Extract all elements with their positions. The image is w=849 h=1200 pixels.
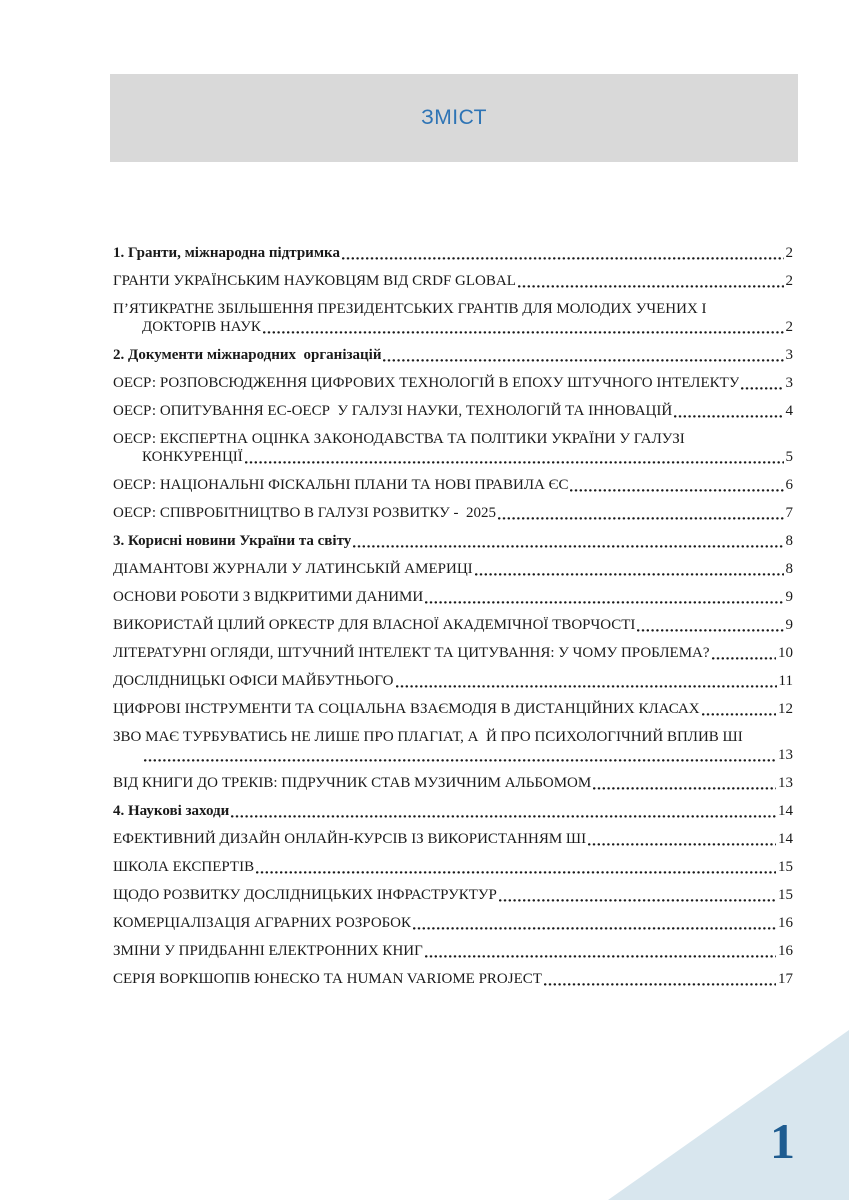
toc-entry-title: ДІАМАНТОВІ ЖУРНАЛИ У ЛАТИНСЬКІЙ АМЕРИЦІ xyxy=(113,561,473,577)
dot-leader xyxy=(498,517,784,520)
toc-entry-title: ЗМІНИ У ПРИДБАННІ ЕЛЕКТРОННИХ КНИГ xyxy=(113,943,423,959)
toc-entry-title: ЦИФРОВІ ІНСТРУМЕНТИ ТА СОЦІАЛЬНА ВЗАЄМОДІЯ В ДИСТАНЦІЙНИХ КЛАСАХ xyxy=(113,701,700,717)
toc-entry-title: 2. Документи міжнародних організацій xyxy=(113,347,382,363)
toc-entry-page: 5 xyxy=(785,449,793,465)
dot-leader xyxy=(593,787,776,790)
toc-entry-title: ОЕСР: НАЦІОНАЛЬНІ ФІСКАЛЬНІ ПЛАНИ ТА НОВІ ПРАВИЛА ЄС xyxy=(113,477,569,493)
toc-entry[interactable] xyxy=(113,300,793,336)
toc-entry-page: 15 xyxy=(778,887,793,903)
toc-entry-title: 3. Корисні новини України та світу xyxy=(113,533,352,549)
toc-entry-page: 10 xyxy=(778,645,793,661)
dot-leader xyxy=(741,387,783,390)
dot-leader xyxy=(353,545,783,548)
page-number: 1 xyxy=(770,1113,795,1169)
toc-entry-title: ВИКОРИСТАЙ ЦІЛИЙ ОРКЕСТР ДЛЯ ВЛАСНОЇ АКАДЕМІЧНОЇ ТВОРЧОСТІ xyxy=(113,617,636,633)
toc-entry[interactable] xyxy=(113,560,793,578)
toc-entry[interactable] xyxy=(113,616,793,634)
toc-entry-page: 16 xyxy=(778,915,793,931)
dot-leader xyxy=(425,955,776,958)
toc-entry-title: ОЕСР: РОЗПОВСЮДЖЕННЯ ЦИФРОВИХ ТЕХНОЛОГІЙ В ЕПОХУ ШТУЧНОГО ІНТЕЛЕКТУ xyxy=(113,375,740,391)
toc-entry-title: ОЕСР: ЕКСПЕРТНА ОЦІНКА ЗАКОНОДАВСТВА ТА ПОЛІТИКИ УКРАЇНИ У ГАЛУЗІ xyxy=(113,431,685,447)
dot-leader xyxy=(570,489,783,492)
toc-entry-page: 11 xyxy=(778,673,793,689)
toc-entry-page: 13 xyxy=(778,775,793,791)
toc-entry-page: 2 xyxy=(785,273,793,289)
toc-entry[interactable] xyxy=(113,942,793,960)
toc-entry-page: 7 xyxy=(785,505,793,521)
table-of-contents xyxy=(113,244,793,998)
dot-leader xyxy=(499,899,776,902)
toc-entry-page: 16 xyxy=(778,943,793,959)
toc-entry-page: 17 xyxy=(778,971,793,987)
dot-leader xyxy=(588,843,776,846)
toc-entry-title: 1. Гранти, міжнародна підтримка xyxy=(113,245,340,261)
toc-entry[interactable] xyxy=(113,970,793,988)
dot-leader xyxy=(544,983,776,986)
toc-entry[interactable] xyxy=(113,272,793,290)
toc-entry[interactable] xyxy=(113,504,793,522)
toc-entry[interactable] xyxy=(113,830,793,848)
toc-entry[interactable] xyxy=(113,374,793,392)
dot-leader xyxy=(518,285,784,288)
toc-entry[interactable] xyxy=(113,672,793,690)
dot-leader xyxy=(144,759,776,762)
toc-entry[interactable] xyxy=(113,402,793,420)
toc-entry-title: ОЕСР: ОПИТУВАННЯ ЕС-ОЕСР У ГАЛУЗІ НАУКИ, ТЕХНОЛОГІЙ ТА ІННОВАЦІЙ xyxy=(113,403,673,419)
contents-header xyxy=(110,74,798,162)
dot-leader xyxy=(702,713,776,716)
toc-entry[interactable] xyxy=(113,700,793,718)
dot-leader xyxy=(674,415,783,418)
dot-leader xyxy=(396,685,777,688)
toc-entry-title: КОМЕРЦІАЛІЗАЦІЯ АГРАРНИХ РОЗРОБОК xyxy=(113,915,411,931)
toc-entry-title: ДОСЛІДНИЦЬКІ ОФІСИ МАЙБУТНЬОГО xyxy=(113,673,394,689)
toc-entry[interactable] xyxy=(113,644,793,662)
toc-entry-title: ГРАНТИ УКРАЇНСЬКИМ НАУКОВЦЯМ ВІД CRDF GLOBAL xyxy=(113,273,516,289)
toc-entry[interactable] xyxy=(113,774,793,792)
toc-entry-title: ОСНОВИ РОБОТИ З ВІДКРИТИМИ ДАНИМИ xyxy=(113,589,424,605)
toc-entry-page: 2 xyxy=(785,245,793,261)
toc-entry-page: 15 xyxy=(778,859,793,875)
toc-entry-page: 3 xyxy=(785,347,793,363)
toc-entry-title: ЗВО МАЄ ТУРБУВАТИСЬ НЕ ЛИШЕ ПРО ПЛАГІАТ, А Й ПРО ПСИХОЛОГІЧНИЙ ВПЛИВ ШІ xyxy=(113,729,743,745)
dot-leader xyxy=(637,629,783,632)
toc-entry[interactable] xyxy=(113,588,793,606)
toc-entry[interactable] xyxy=(113,244,793,262)
toc-entry-title-line2: ДОКТОРІВ НАУК xyxy=(142,319,261,335)
toc-entry-title: ВІД КНИГИ ДО ТРЕКІВ: ПІДРУЧНИК СТАВ МУЗИЧНИМ АЛЬБОМОМ xyxy=(113,775,592,791)
toc-entry-page: 14 xyxy=(778,803,793,819)
toc-entry-page: 13 xyxy=(778,747,793,763)
toc-entry-page: 14 xyxy=(778,831,793,847)
toc-entry[interactable] xyxy=(113,728,793,764)
toc-entry-page: 8 xyxy=(785,533,793,549)
dot-leader xyxy=(231,815,776,818)
toc-entry[interactable] xyxy=(113,346,793,364)
toc-entry[interactable] xyxy=(113,802,793,820)
dot-leader xyxy=(256,871,776,874)
toc-entry-page: 4 xyxy=(785,403,793,419)
toc-entry-title: ЕФЕКТИВНИЙ ДИЗАЙН ОНЛАЙН-КУРСІВ ІЗ ВИКОРИСТАННЯМ ШІ xyxy=(113,831,587,847)
dot-leader xyxy=(342,257,784,260)
toc-entry-title: СЕРІЯ ВОРКШОПІВ ЮНЕСКО ТА HUMAN VARIOME PROJECT xyxy=(113,971,542,987)
dot-leader xyxy=(245,461,784,464)
toc-entry-page: 6 xyxy=(785,477,793,493)
page-title: ЗМІСТ xyxy=(421,106,487,129)
toc-entry-title: П’ЯТИКРАТНЕ ЗБІЛЬШЕННЯ ПРЕЗИДЕНТСЬКИХ ГРАНТІВ ДЛЯ МОЛОДИХ УЧЕНИХ І xyxy=(113,301,707,317)
toc-entry-page: 2 xyxy=(785,319,793,335)
toc-entry-title: 4. Наукові заходи xyxy=(113,803,230,819)
toc-entry[interactable] xyxy=(113,430,793,466)
dot-leader xyxy=(263,331,784,334)
toc-entry-title: ШКОЛА ЕКСПЕРТІВ xyxy=(113,859,255,875)
toc-entry-page: 9 xyxy=(785,617,793,633)
dot-leader xyxy=(413,927,776,930)
dot-leader xyxy=(425,601,783,604)
toc-entry[interactable] xyxy=(113,858,793,876)
toc-entry-title: ОЕСР: СПІВРОБІТНИЦТВО В ГАЛУЗІ РОЗВИТКУ - 2025 xyxy=(113,505,496,521)
toc-entry-page: 9 xyxy=(785,589,793,605)
toc-entry-title-line2: КОНКУРЕНЦІЇ xyxy=(142,449,243,465)
toc-entry-page: 8 xyxy=(785,561,793,577)
corner-triangle xyxy=(608,1030,849,1200)
dot-leader xyxy=(475,573,784,576)
toc-entry-title: ЛІТЕРАТУРНІ ОГЛЯДИ, ШТУЧНИЙ ІНТЕЛЕКТ ТА ЦИТУВАННЯ: У ЧОМУ ПРОБЛЕМА? xyxy=(113,645,710,661)
toc-entry[interactable] xyxy=(113,914,793,932)
toc-entry[interactable] xyxy=(113,476,793,494)
toc-entry-title: ЩОДО РОЗВИТКУ ДОСЛІДНИЦЬКИХ ІНФРАСТРУКТУР xyxy=(113,887,497,903)
toc-entry-page: 3 xyxy=(785,375,793,391)
toc-entry[interactable] xyxy=(113,532,793,550)
toc-entry-page: 12 xyxy=(778,701,793,717)
dot-leader xyxy=(712,657,776,660)
toc-entry[interactable] xyxy=(113,886,793,904)
dot-leader xyxy=(383,359,783,362)
